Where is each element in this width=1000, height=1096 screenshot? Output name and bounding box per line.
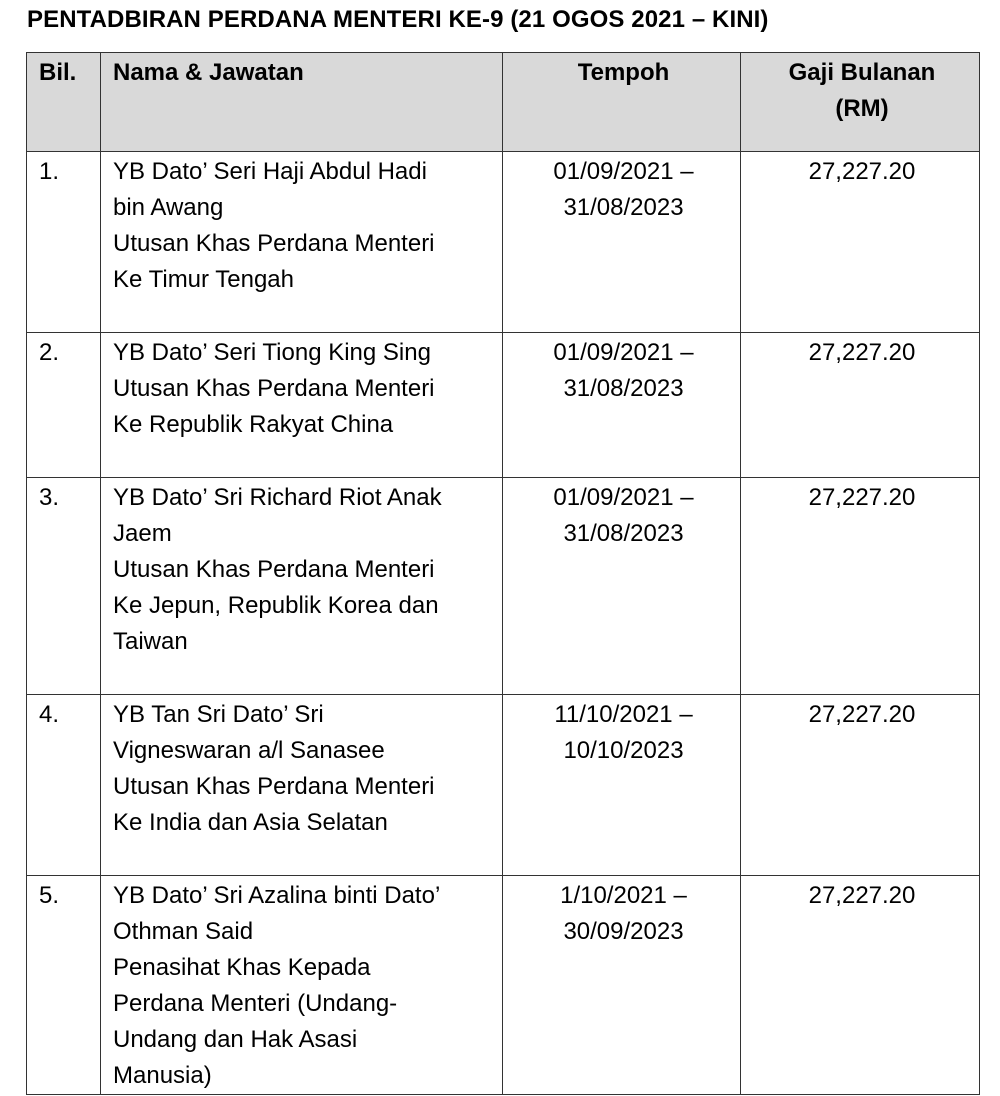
nama-line: YB Dato’ Sri Azalina binti Dato’: [113, 882, 441, 909]
cell-gaji: 27,227.20: [741, 695, 980, 876]
jawatan-line: Utusan Khas Perdana Menteri: [113, 375, 435, 402]
jawatan-line: Utusan Khas Perdana Menteri: [113, 556, 435, 583]
cell-gaji: 27,227.20: [741, 333, 980, 478]
jawatan-line: Penasihat Khas Kepada: [113, 954, 371, 981]
jawatan-line: Manusia): [113, 1062, 212, 1089]
cell-nama-jawatan: [101, 695, 503, 876]
cell-tempoh: [503, 695, 741, 876]
tempoh-end: 31/08/2023: [563, 375, 684, 402]
tempoh-start: 11/10/2021 –: [554, 701, 693, 728]
nama-line: Vigneswaran a/l Sanasee: [113, 737, 385, 764]
cell-gaji: 27,227.20: [741, 152, 980, 333]
table-row: [27, 333, 980, 478]
cell-gaji: 27,227.20: [741, 478, 980, 695]
table-row: [27, 478, 980, 695]
cell-bil: 2.: [27, 333, 101, 478]
cell-tempoh: [503, 876, 741, 1095]
jawatan-line: Ke India dan Asia Selatan: [113, 809, 388, 836]
cell-bil: 4.: [27, 695, 101, 876]
tempoh-start: 01/09/2021 –: [553, 339, 694, 366]
jawatan-line: Perdana Menteri (Undang-: [113, 990, 398, 1017]
tempoh-end: 30/09/2023: [563, 918, 684, 945]
tempoh-start: 01/09/2021 –: [553, 158, 694, 185]
cell-bil: 5.: [27, 876, 101, 1095]
table-row: [27, 876, 980, 1095]
tempoh-end: 31/08/2023: [563, 194, 684, 221]
header-nama-jawatan: Nama & Jawatan: [101, 53, 503, 152]
jawatan-line: Utusan Khas Perdana Menteri: [113, 230, 435, 257]
page-title: PENTADBIRAN PERDANA MENTERI KE-9 (21 OGOS 2021 – KINI): [27, 6, 769, 33]
cell-tempoh: [503, 333, 741, 478]
cell-bil: 1.: [27, 152, 101, 333]
header-gaji-line2: (RM): [835, 95, 889, 122]
jawatan-line: Ke Timur Tengah: [113, 266, 294, 293]
tempoh-end: 31/08/2023: [563, 520, 684, 547]
nama-line: Jaem: [113, 520, 172, 547]
cell-nama-jawatan: [101, 876, 503, 1095]
cell-nama-jawatan: [101, 333, 503, 478]
cell-tempoh: [503, 152, 741, 333]
tempoh-end: 10/10/2023: [563, 737, 684, 764]
nama-line: YB Tan Sri Dato’ Sri: [113, 701, 324, 728]
cell-tempoh: [503, 478, 741, 695]
table-header-row: [27, 53, 980, 152]
jawatan-line: Taiwan: [113, 628, 188, 655]
nama-line: YB Dato’ Seri Tiong King Sing: [113, 339, 431, 366]
nama-line: bin Awang: [113, 194, 224, 221]
tempoh-start: 1/10/2021 –: [560, 882, 687, 909]
nama-line: YB Dato’ Sri Richard Riot Anak: [113, 484, 442, 511]
cell-nama-jawatan: [101, 478, 503, 695]
jawatan-line: Ke Republik Rakyat China: [113, 411, 394, 438]
header-gaji-bulanan: [741, 53, 980, 152]
header-tempoh: Tempoh: [503, 53, 741, 152]
header-gaji-line1: Gaji Bulanan: [788, 59, 936, 86]
table-row: [27, 152, 980, 333]
jawatan-line: Undang dan Hak Asasi: [113, 1026, 358, 1053]
tempoh-start: 01/09/2021 –: [553, 484, 694, 511]
table-row: [27, 695, 980, 876]
salary-table: [26, 52, 980, 1095]
jawatan-line: Ke Jepun, Republik Korea dan: [113, 592, 439, 619]
cell-nama-jawatan: [101, 152, 503, 333]
cell-bil: 3.: [27, 478, 101, 695]
jawatan-line: Utusan Khas Perdana Menteri: [113, 773, 435, 800]
cell-gaji: 27,227.20: [741, 876, 980, 1095]
nama-line: Othman Said: [113, 918, 254, 945]
nama-line: YB Dato’ Seri Haji Abdul Hadi: [113, 158, 427, 185]
header-bil: Bil.: [27, 53, 101, 152]
